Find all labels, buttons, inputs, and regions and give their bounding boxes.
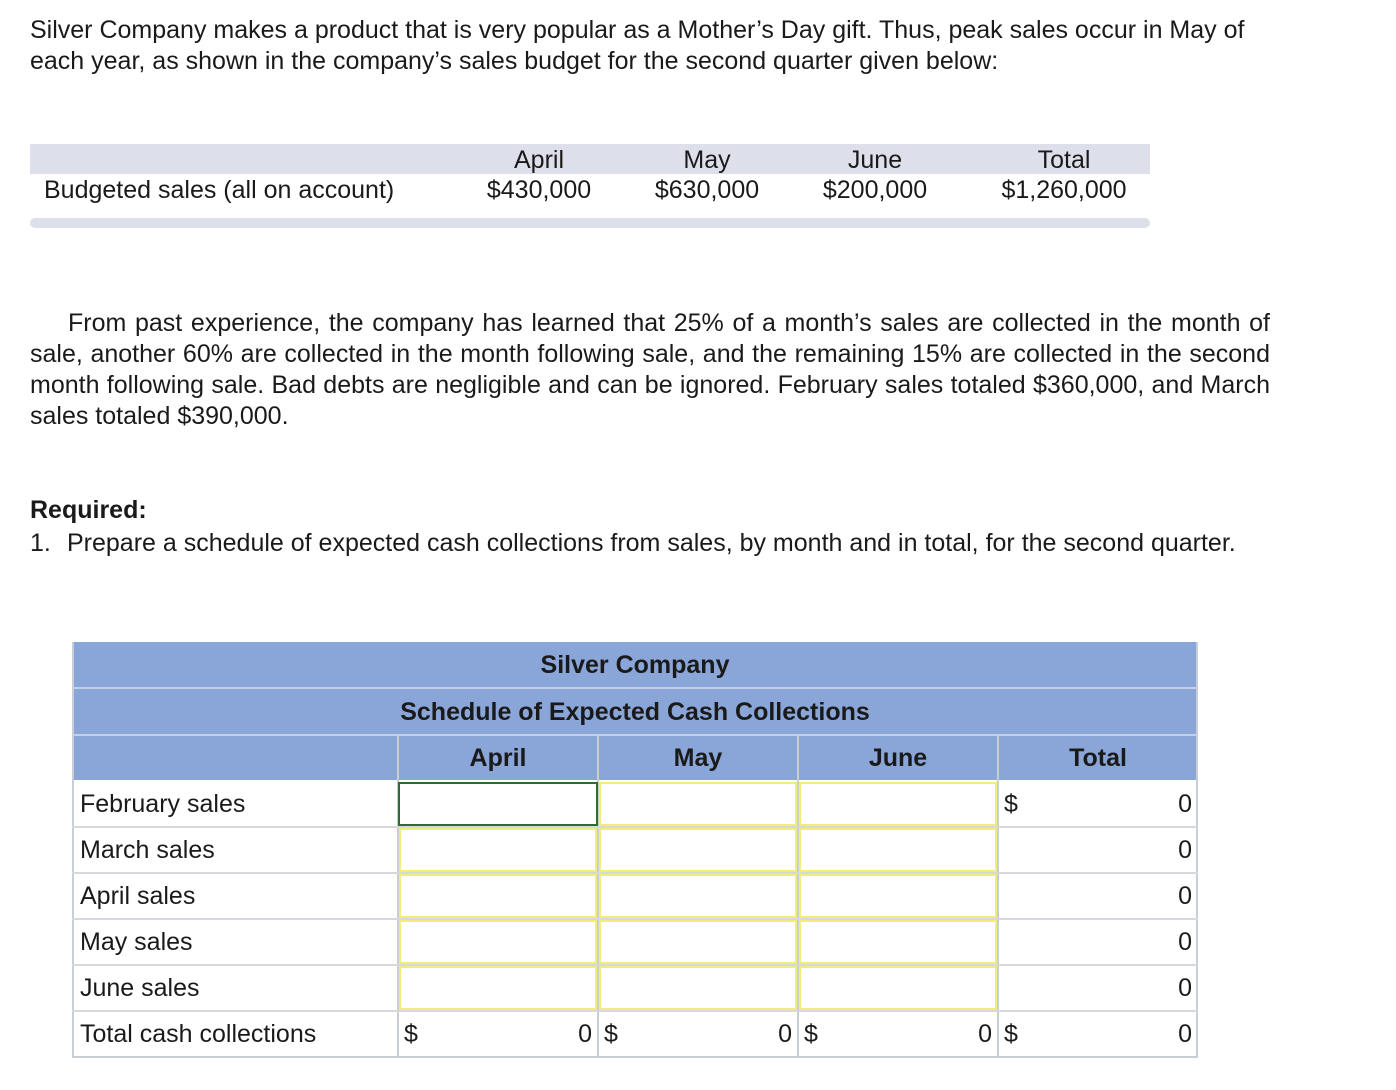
june-total-value: 0 [1178,974,1192,1002]
divider [72,734,1198,736]
total-may-currency: $ [604,1020,618,1048]
budget-row-label: Budgeted sales (all on account) [44,176,395,204]
schedule-title: Schedule of Expected Cash Collections [400,698,870,726]
february-june-input[interactable] [799,782,997,826]
schedule-company-name: Silver Company [540,651,730,679]
may-april-input[interactable] [399,920,597,964]
february-may-input[interactable] [599,782,797,826]
budget-header-total: Total [1037,146,1091,174]
may-total-value: 0 [1178,928,1192,956]
header-may: May [673,744,723,772]
june-may-input[interactable] [599,966,797,1010]
divider [72,642,74,1058]
divider [72,1056,1198,1058]
budget-value-may: $630,000 [654,176,760,204]
budget-table-bottom-bar [30,218,1150,228]
total-june-value: 0 [978,1020,992,1048]
row-label-may: May sales [80,928,193,956]
budget-value-total: $1,260,000 [1001,176,1127,204]
required-heading: Required: [30,496,147,524]
budget-value-april: $430,000 [486,176,592,204]
budget-header-april: April [513,146,564,174]
april-april-input[interactable] [399,874,597,918]
april-may-input[interactable] [599,874,797,918]
total-april-value: 0 [578,1020,592,1048]
header-total: Total [1069,744,1127,772]
total-total-value: 0 [1178,1020,1192,1048]
total-may-value: 0 [778,1020,792,1048]
may-may-input[interactable] [599,920,797,964]
required-item-1 [30,528,1270,559]
march-total-value: 0 [1178,836,1192,864]
row-label-april: April sales [80,882,196,910]
february-total-currency: $ [1004,790,1018,818]
header-april: April [469,744,527,772]
row-label-total: Total cash collections [80,1020,317,1048]
april-june-input[interactable] [799,874,997,918]
total-june-currency: $ [804,1020,818,1048]
divider [1196,642,1198,1058]
intro-paragraph: Silver Company makes a product that is very popular as a Mother’s Day gift. Thus, peak sales occur in May of each year, as shown in the company’s sales budget for the second quarter given below: [30,16,1245,75]
march-may-input[interactable] [599,828,797,872]
budget-value-june: $200,000 [822,176,928,204]
total-april-currency: $ [404,1020,418,1048]
row-label-march: March sales [80,836,215,864]
required-item-number: 1. [30,529,51,557]
june-june-input[interactable] [799,966,997,1010]
row-label-february: February sales [80,790,246,818]
total-total-currency: $ [1004,1020,1018,1048]
june-april-input[interactable] [399,966,597,1010]
cash-collections-schedule [72,642,1198,1058]
collection-paragraph: From past experience, the company has learned that 25% of a month’s sales are collected in the month of sale, another 60% are collected in the month following sale, and the remaining 15% are collected in the second month following sale. Bad debts are negligible and can be ignored. February sales totaled $360,000, and March sales totaled $390,000. [30,309,1270,430]
february-total-value: 0 [1178,790,1192,818]
budget-header-may: May [683,146,731,174]
budget-header-june: June [847,146,903,174]
required-item-text: Prepare a schedule of expected cash collections from sales, by month and in total, for the second quarter. [67,529,1236,557]
header-june: June [868,744,928,772]
schedule-header-row [72,736,1198,780]
budget-table [30,144,1150,228]
february-april-input[interactable] [398,782,598,826]
april-total-value: 0 [1178,882,1192,910]
march-june-input[interactable] [799,828,997,872]
may-june-input[interactable] [799,920,997,964]
row-label-june: June sales [80,974,200,1002]
march-april-input[interactable] [399,828,597,872]
